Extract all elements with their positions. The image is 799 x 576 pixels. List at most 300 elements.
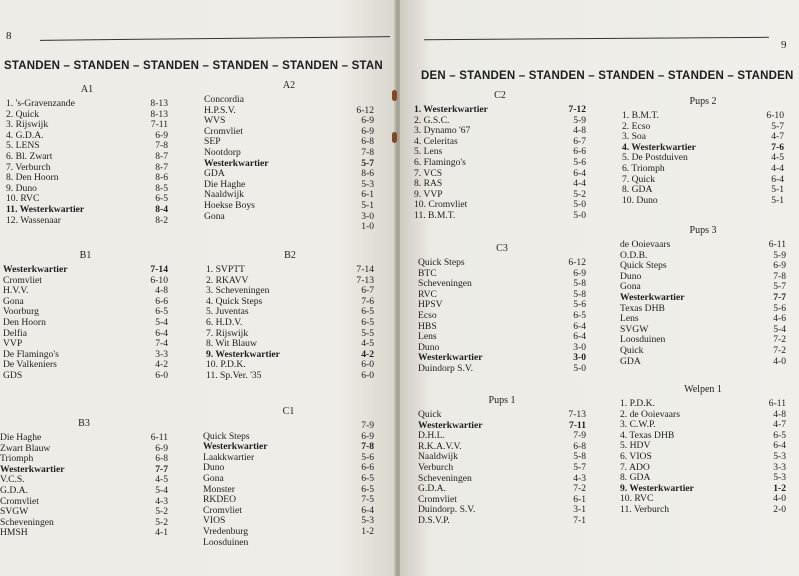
standings-row [418,279,586,290]
team-name: Quick Steps [418,257,465,268]
team-score: 7-14 [356,264,374,275]
team-score: 5-0 [573,199,586,211]
team-score: 7-8 [361,146,374,158]
team-score: 5-6 [361,451,374,463]
team-name: Monster [203,483,235,495]
team-score: 5-4 [773,323,786,335]
team-score: 3-3 [773,461,786,473]
team-name: 5. LENS [6,140,40,152]
team-score: 5-3 [361,178,374,190]
team-name: Gona [204,210,225,222]
team-score: 7-7 [773,291,786,303]
team-name: Duindorp S.V. [418,362,473,374]
team-score: 7-1 [573,514,586,526]
team-name: 4. G.D.A. [6,129,44,141]
team-score: 1-0 [361,221,374,233]
standings-banner: STANDEN – STANDEN – STANDEN – STANDEN – STANDEN – STAN [4,60,383,72]
table-title: C2 [494,90,506,101]
team-name: 1. Westerkwartier [414,104,488,115]
team-score: 6-9 [155,129,168,141]
team-name: D.H.L. [418,430,445,442]
team-score: 6-11 [150,432,168,443]
staple [392,90,397,101]
standings-row [418,322,586,333]
team-name: 4. Texas DHB [620,429,675,441]
team-name: Quick [620,344,644,356]
team-score: 6-5 [361,316,374,328]
team-score: 7-6 [361,295,374,307]
team-name: 2. G.S.C. [414,114,450,126]
page-number: 8 [6,30,12,42]
team-score: 4-8 [155,285,168,297]
team-score: 5-9 [573,114,586,126]
team-score: 7-2 [773,334,786,346]
team-score: 8-7 [155,161,168,173]
team-name: 10. RVC [6,193,40,205]
standings-row [620,293,786,304]
right-page [400,0,799,576]
team-score: 6-12 [568,257,586,268]
table-title: Welpen 1 [684,384,722,395]
standings-banner: DEN – STANDEN – STANDEN – STANDEN – STANDEN – STANDEN [421,70,794,82]
standings-row [206,371,374,382]
team-score: 5-7 [361,157,374,169]
team-name: Nootdorp [204,146,241,158]
standings-row [622,196,784,207]
table-Welpen-1 [620,384,786,516]
team-name: Cromvliet [3,274,42,286]
team-name: Duno [203,462,225,474]
standings-row [620,399,786,410]
team-name: 10. Cromvliet [414,199,468,211]
team-score: 4-5 [361,338,374,350]
team-name: H.P.S.V. [204,104,236,116]
table-B3 [0,418,168,539]
team-name: Westerkwartier [204,157,269,169]
team-score: 5-6 [773,302,786,314]
team-name: Gona [203,472,224,484]
team-score: 6-5 [361,472,374,484]
team-score: 3-0 [573,352,586,364]
table-title: C3 [496,243,508,254]
team-name: Ecso [418,309,437,321]
team-name: Loosduinen [620,334,666,346]
team-score: 6-1 [361,189,374,201]
team-name: Hoekse Boys [204,199,255,211]
team-name: VIOS [203,515,226,527]
team-score: 7-6 [771,141,784,153]
team-name: RKDEO [203,494,237,506]
team-score: 6-12 [356,104,374,116]
team-score: 8-13 [150,108,168,120]
team-name: Naaldwijk [418,451,458,463]
team-name: Vredenburg [203,525,249,537]
team-score: 4-3 [573,472,586,484]
standings-row [414,158,586,169]
standings-row [0,433,168,444]
team-score: 6-0 [155,369,168,381]
team-name: Texas DHB [620,302,665,314]
table-Pups-1 [418,395,586,527]
standings-row [418,311,586,322]
team-name: V.C.S. [0,474,25,486]
team-score: 4-0 [773,493,786,505]
team-score: 6-4 [573,167,586,179]
team-score: 6-7 [573,135,586,147]
team-name: 8. RAS [414,178,443,190]
team-name: 9. VVP [414,188,443,200]
team-name: 7. Rijswijk [206,327,249,339]
standings-row [418,364,586,375]
team-score: 6-1 [573,493,586,505]
header-rule [424,37,769,40]
team-name: 3. Rijswijk [6,119,49,131]
standings-row [204,201,374,212]
team-score: 7-13 [568,409,586,420]
team-score: 5-8 [573,288,586,300]
team-score: 5-3 [773,450,786,462]
standings-row [418,463,586,474]
team-name: 7. Quick [622,173,656,185]
team-score: 6-9 [773,260,786,272]
team-name: 9. Duno [6,182,37,194]
team-name: Die Haghe [0,432,42,443]
team-score: 6-11 [768,239,786,250]
team-name: 3. Soa [622,131,646,143]
team-name: 2. RKAVV [206,274,249,286]
standings-row [418,300,586,311]
standings-row [418,410,586,421]
team-name: 6. VIOS [620,450,652,462]
team-name: 3. Dynamo '67 [414,125,471,137]
team-name: Den Hoorn [3,316,46,328]
standings-row [620,357,786,368]
team-score: 6-8 [573,440,586,452]
team-name: H.V.V. [3,285,29,297]
team-score: 6-4 [773,440,786,452]
standings-row [620,272,786,283]
team-name: Quick Steps [203,430,250,442]
team-name: SVGW [620,323,649,335]
team-name: SEP [204,136,221,148]
team-score: 6-0 [361,359,374,371]
team-score: 8-7 [155,150,168,162]
team-name: 5. HDV [620,440,651,452]
team-name: 11. B.M.T. [414,209,456,221]
team-score: 1-2 [361,525,374,537]
team-score: 7-11 [568,419,586,431]
standings-row [418,516,586,527]
table-title: Pups 3 [689,225,717,236]
team-name: De Flamingo's [3,348,59,360]
table-B2 [206,250,374,382]
table-C3 [418,243,586,375]
standings-row [3,371,168,382]
team-name: Triomph [0,453,34,465]
team-score: 5-1 [361,199,374,211]
team-score: 3-1 [573,504,586,516]
team-score: 6-9 [361,430,374,442]
team-name: GDA [204,168,225,180]
team-name: 2. Quick [6,108,40,120]
team-score: 5-7 [573,461,586,473]
table-A2 [204,80,374,233]
team-score: 6-5 [773,429,786,441]
team-score: 5-2 [573,188,586,200]
table-title: Pups 2 [689,96,717,107]
team-score: 3-0 [361,210,374,222]
team-name: Duno [418,341,440,353]
team-name: Scheveningen [0,516,54,528]
team-score: 5-2 [155,506,168,518]
team-score: 6-8 [361,136,374,148]
team-score: 7-12 [568,104,586,115]
standings-row [620,335,786,346]
team-score: 6-5 [361,483,374,495]
team-name: GDS [3,369,23,381]
standings-row [204,106,374,117]
table-title: B2 [284,250,296,261]
standings-row [203,527,374,538]
team-name: 4. Westerkwartier [622,141,696,153]
team-name: Verburch [418,461,454,473]
team-score: 6-11 [768,398,786,409]
team-name: GDA [620,355,641,367]
standings-row [204,95,374,106]
team-name: Westerkwartier [3,264,68,275]
team-score: 7-13 [356,274,374,286]
team-name: 3. C.W.P. [620,419,656,431]
team-score: 7-8 [361,441,374,453]
team-score: 6-5 [573,309,586,321]
standings-row [204,148,374,159]
team-score: 4-4 [573,178,586,190]
table-B1 [3,250,168,382]
team-score: 6-4 [771,173,784,185]
team-score: 4-1 [155,527,168,539]
team-name: 10. Duno [622,194,658,206]
standings-row [3,265,168,276]
team-score: 6-9 [573,267,586,279]
standings-row [620,261,786,272]
standings-row [622,122,784,133]
standings-row [6,205,168,216]
standings-row [418,290,586,301]
team-name: O.D.B. [620,249,648,261]
standings-row [206,318,374,329]
team-score: 5-6 [573,299,586,311]
standings-row [620,346,786,357]
team-score: 7-14 [150,264,168,275]
team-score: 6-7 [361,285,374,297]
team-score: 6-10 [150,274,168,286]
team-name: 12. Wassenaar [6,214,61,226]
team-score: 4-6 [773,313,786,325]
team-score: 1-2 [773,482,786,494]
team-score: 5-0 [573,362,586,374]
team-name: Cromvliet [203,504,242,516]
standings-row [622,164,784,175]
standings-row [3,360,168,371]
standings-row [203,538,374,549]
team-score: 6-4 [361,504,374,516]
team-score: 7-4 [155,338,168,350]
team-name: Lens [620,313,639,325]
team-name: Loosduinen [203,536,249,548]
team-score: 4-7 [773,419,786,431]
team-score: 7-5 [361,494,374,506]
team-score: 6-5 [155,306,168,318]
team-score: 4-8 [573,125,586,137]
team-score: 6-8 [155,453,168,465]
team-name: D.S.V.P. [418,514,450,526]
team-name: Naaldwijk [204,189,244,201]
team-score: 5-2 [155,516,168,528]
table-title: Pups 1 [488,395,516,406]
table-title: A2 [282,80,296,91]
team-score: 3-3 [155,348,168,360]
team-score: 8-2 [155,214,168,226]
team-score: 6-6 [361,462,374,474]
standings-row [3,329,168,340]
team-name: Lens [418,331,437,343]
standings-row [204,212,374,223]
team-name: 10. P.D.K. [206,359,246,371]
standings-row [0,528,168,539]
standings-row [204,159,374,170]
standings-row [622,111,784,122]
team-name: 11. Verburch [620,503,670,515]
team-name: Delfia [3,327,27,339]
team-score: 4-5 [155,474,168,486]
team-score: 5-5 [361,327,374,339]
team-name: Scheveningen [418,278,472,290]
team-name: Cromvliet [204,125,243,137]
team-score: 4-3 [155,495,168,507]
team-name: Quick Steps [620,260,667,272]
standings-row [418,332,586,343]
team-name: Westerkwartier [0,463,65,475]
team-name: 3. Scheveningen [206,285,270,297]
team-name: R.K.A.V.V. [418,440,462,452]
page-number: 9 [781,39,787,51]
team-score: 6-6 [573,146,586,158]
team-score: 5-6 [573,156,586,168]
team-name: 6. Bl. Zwart [6,150,53,162]
team-name: 8. GDA [622,184,653,196]
team-score: 7-2 [773,344,786,356]
team-name: Quick [418,409,442,420]
team-name: 8. Den Hoorn [6,172,59,184]
standings-row [620,452,786,463]
team-score: 4-8 [773,408,786,420]
team-score: 6-4 [573,320,586,332]
standings-row [203,453,374,464]
standings-row [6,152,168,163]
team-name: Cromvliet [418,493,457,505]
team-score: 6-5 [155,193,168,205]
table-A1 [6,84,168,226]
standings-row [206,265,374,276]
standings-row [6,99,168,110]
team-score: 6-4 [573,331,586,343]
table-Pups-3 [620,225,786,367]
team-score: 7-2 [573,483,586,495]
table-title: B1 [79,250,92,261]
table-C1 [203,406,374,548]
standings-row [203,506,374,517]
team-name: 1. SVPTT [206,264,245,275]
standings-row [204,127,374,138]
team-score: 5-0 [573,209,586,221]
team-score: 5-1 [771,194,784,206]
team-score: 6-5 [361,306,374,318]
standings-row [414,211,586,222]
team-name: 11. Westerkwartier [6,203,85,215]
team-score: 6-9 [155,442,168,454]
team-score: 5-7 [773,281,786,293]
team-name: Westerkwartier [418,352,483,364]
team-name: 4. Quick Steps [206,295,263,307]
team-name: Westerkwartier [418,419,483,431]
team-name: HBS [418,320,437,332]
team-score: 7-11 [150,119,168,131]
team-name: Westerkwartier [203,441,268,453]
team-name: 7. VCS [414,167,443,179]
team-name: Gona [3,295,24,307]
team-score: 8-13 [150,98,168,109]
standings-row [418,258,586,269]
team-name: 2. Ecso [622,120,651,132]
standings-row [620,505,786,516]
header-rule [40,36,390,41]
team-name: 11. Sp.Ver. '35 [206,369,262,381]
team-score: 6-0 [361,369,374,381]
team-score [368,95,374,106]
team-score: 3-0 [573,341,586,353]
team-name: Voorburg [3,306,39,318]
team-score: 4-5 [771,152,784,164]
team-name: 8. GDA [620,472,651,484]
team-score: 7-8 [155,140,168,152]
team-name: 9. Westerkwartier [620,482,694,494]
team-name: Zwart Blauw [0,442,51,454]
team-name: 7. Verburch [6,161,51,173]
team-name: 1. 's-Gravenzande [6,98,75,109]
team-score: 8-4 [155,203,168,215]
standings-row [203,421,374,432]
standings-row [0,465,168,476]
team-score: 5-8 [573,451,586,463]
table-title: B3 [78,418,90,429]
team-score: 5-4 [155,484,168,496]
team-score: 7-9 [573,430,586,442]
left-page [0,0,396,576]
team-score: 5-4 [155,316,168,328]
table-C2 [414,90,586,222]
team-name: HMSH [0,527,28,539]
table-Pups-2 [622,96,784,206]
team-score: 5-3 [773,472,786,484]
team-score: 7-7 [155,463,168,475]
team-name: 7. ADO [620,461,650,473]
team-score: 6-4 [155,327,168,339]
team-score: 4-7 [771,131,784,143]
team-name: 8. Wit Blauw [206,338,257,350]
team-name: Cromvliet [0,495,39,507]
team-name: Duindorp. S.V. [418,504,476,516]
team-name: 9. Westerkwartier [206,348,280,360]
